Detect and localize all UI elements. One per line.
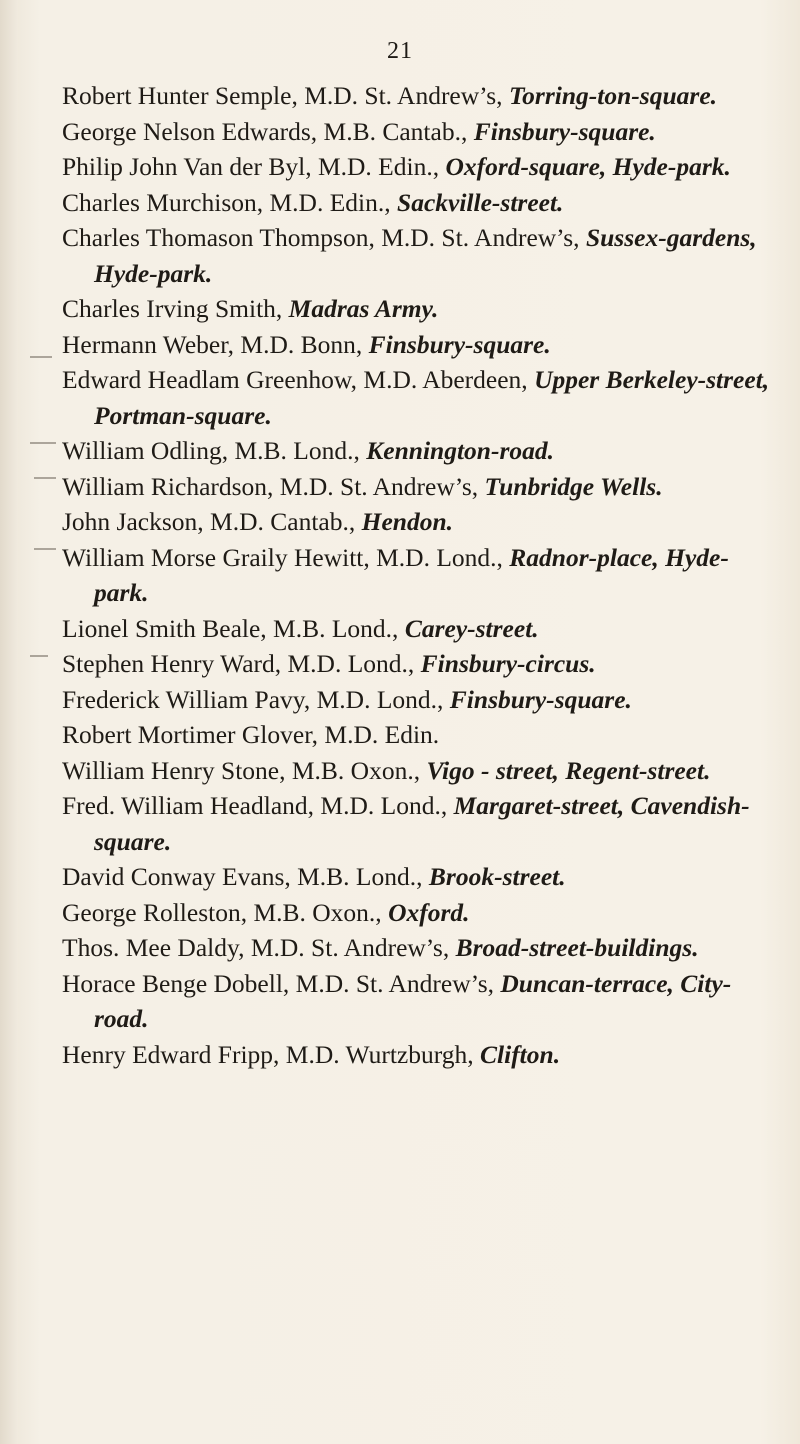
member-name: Horace Benge Dobell, M.D. St. Andrew’s, — [62, 968, 501, 998]
member-address: Finsbury-square. — [473, 116, 656, 146]
margin-mark — [30, 356, 52, 358]
member-name: John Jackson, M.D. Cantab., — [62, 507, 362, 536]
margin-mark — [34, 477, 56, 479]
list-item — [62, 646, 772, 682]
member-name: William Morse Graily Hewitt, M.D. Lond., — [62, 542, 510, 572]
list-item — [62, 327, 772, 363]
member-name: Henry Edward Fripp, M.D. Wurtzburgh, — [62, 1039, 481, 1069]
member-address: Brook-street. — [428, 862, 566, 891]
member-address: Oxford-square, Hyde-park. — [445, 152, 731, 181]
member-name: Charles Thomason Thompson, M.D. St. Andrew’s, — [62, 223, 586, 252]
member-address: Carey-street. — [404, 613, 539, 643]
member-name: Edward Headlam Greenhow, M.D. Aberdeen, — [62, 365, 535, 394]
member-name: Lionel Smith Beale, M.B. Lond., — [62, 613, 405, 643]
member-address: Clifton. — [480, 1039, 561, 1069]
member-name: William Odling, M.B. Lond., — [62, 436, 367, 465]
member-name: Frederick William Pavy, M.D. Lond., — [62, 684, 450, 714]
list-item — [62, 114, 772, 150]
member-name: William Richardson, M.D. St. Andrew’s, — [62, 471, 485, 501]
list-item — [62, 788, 772, 859]
member-name: Charles Irving Smith, — [62, 294, 289, 323]
list-item — [62, 504, 772, 540]
list-item — [62, 291, 772, 327]
list-item — [62, 469, 772, 505]
member-address: Upper Berkeley-street, Portman-square. — [94, 365, 770, 430]
member-name: Hermann Weber, M.D. Bonn, — [62, 329, 369, 359]
list-item — [62, 966, 772, 1037]
member-name: Charles Murchison, M.D. Edin., — [62, 187, 398, 217]
member-address: Sussex-gardens, Hyde-park. — [94, 223, 757, 288]
list-item — [62, 220, 772, 291]
page-number: 21 — [387, 38, 413, 64]
list-item — [62, 717, 772, 753]
member-address: Finsbury-square. — [449, 684, 632, 714]
member-address: Kennington-road. — [366, 436, 555, 465]
member-name: Robert Mortimer Glover, M.D. Edin. — [62, 720, 440, 749]
list-item — [62, 611, 772, 647]
member-name: David Conway Evans, M.B. Lond., — [62, 862, 429, 891]
list-item — [62, 433, 772, 469]
member-address: Margaret-street, Cavendish-square. — [94, 791, 750, 856]
list-item — [62, 149, 772, 185]
list-item — [62, 78, 772, 114]
member-name: George Nelson Edwards, M.B. Cantab., — [62, 116, 474, 146]
member-address: Finsbury-square. — [368, 329, 551, 359]
member-address: Finsbury-circus. — [420, 649, 596, 678]
member-name: Robert Hunter Semple, M.D. St. Andrew’s, — [62, 81, 509, 110]
member-address: Sackville-street. — [397, 187, 564, 217]
list-item — [62, 185, 772, 221]
list-item — [62, 682, 772, 718]
member-address: Vigo - street, Regent-street. — [426, 755, 711, 785]
member-name: Stephen Henry Ward, M.D. Lond., — [62, 649, 421, 678]
list-item — [62, 1037, 772, 1073]
member-address: Hendon. — [361, 507, 454, 536]
page-gutter — [0, 0, 18, 1444]
margin-mark — [30, 655, 48, 657]
member-name: George Rolleston, M.B. Oxon., — [62, 897, 389, 927]
member-address: Radnor-place, Hyde-park. — [94, 542, 729, 607]
member-name: Fred. William Headland, M.D. Lond., — [62, 791, 454, 820]
list-item — [62, 362, 772, 433]
member-address: Duncan-terrace, City-road. — [94, 968, 732, 1033]
member-name: Philip John Van der Byl, M.D. Edin., — [62, 152, 446, 181]
member-list — [62, 78, 772, 1072]
member-address: Oxford. — [388, 897, 470, 927]
list-item — [62, 540, 772, 611]
list-item — [62, 930, 772, 966]
list-item — [62, 859, 772, 895]
member-address: Broad-street-buildings. — [455, 933, 699, 962]
member-name: William Henry Stone, M.B. Oxon., — [62, 755, 427, 785]
member-address: Tunbridge Wells. — [484, 471, 663, 501]
margin-mark — [34, 548, 56, 550]
member-name: Thos. Mee Daldy, M.D. St. Andrew’s, — [62, 933, 456, 962]
member-address: Madras Army. — [288, 294, 439, 323]
member-address: Torring-ton-square. — [508, 81, 718, 110]
list-item — [62, 895, 772, 931]
list-item — [62, 753, 772, 789]
margin-mark — [30, 442, 56, 444]
